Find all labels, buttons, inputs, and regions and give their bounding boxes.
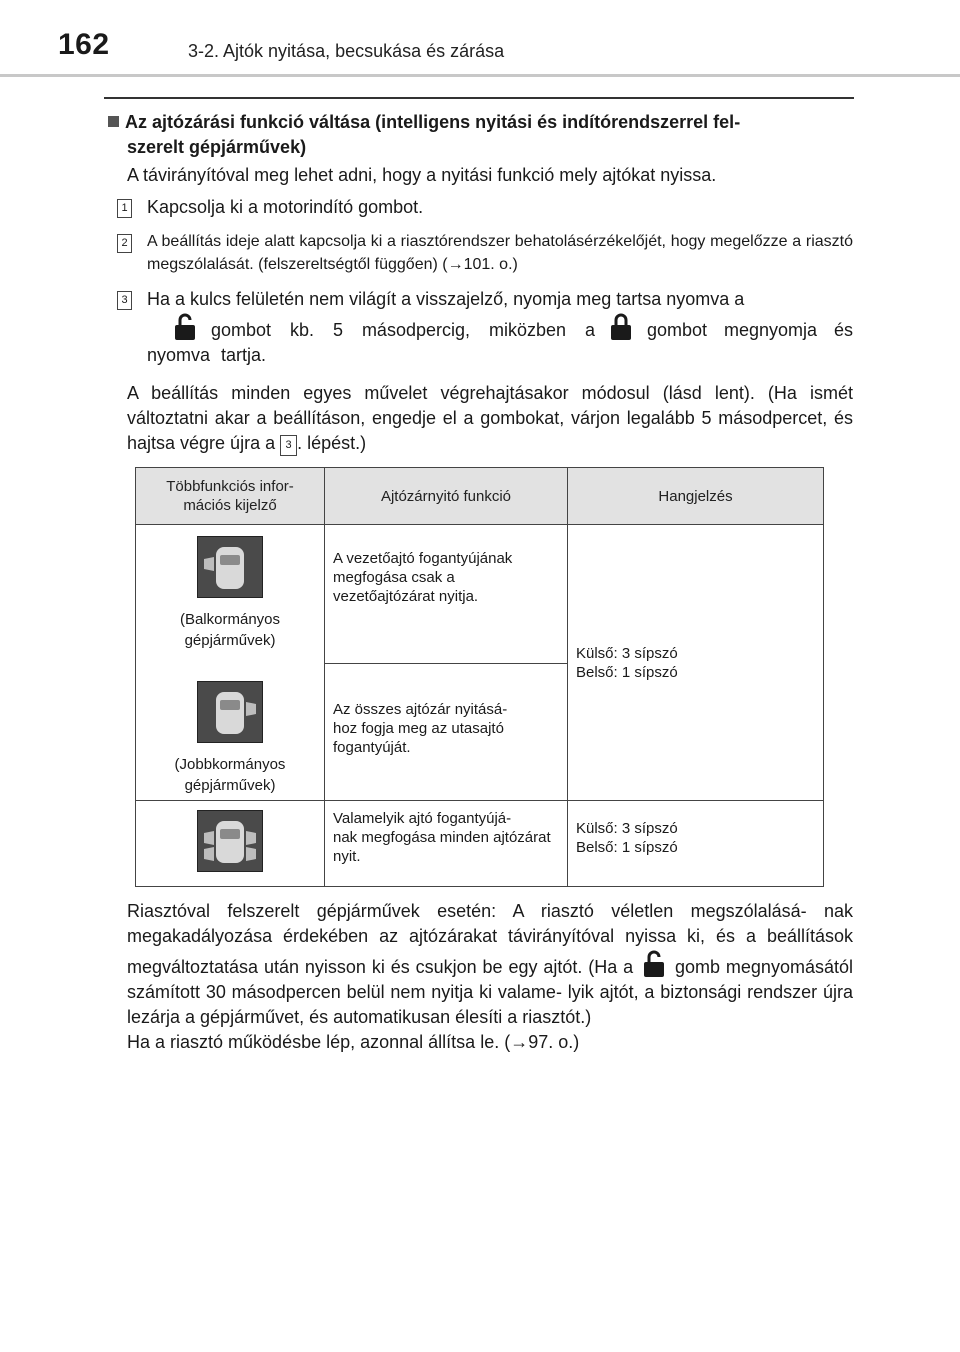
step-1 bbox=[117, 195, 853, 220]
column-header-function: Ajtózárnyitó funkció bbox=[325, 468, 568, 525]
column-header-signal: Hangjelzés bbox=[568, 468, 824, 525]
signal-text: Külső: 3 sípszó Belső: 1 sípszó bbox=[576, 644, 678, 681]
alarm-note bbox=[127, 899, 853, 1055]
section-heading bbox=[108, 110, 852, 160]
unlock-icon bbox=[641, 949, 667, 979]
signal-text: Külső: 3 sípszó Belső: 1 sípszó bbox=[576, 820, 678, 856]
car-display-icon bbox=[197, 810, 263, 872]
column-header-display bbox=[136, 468, 325, 525]
display-cell bbox=[136, 525, 325, 801]
function-cell: A vezetőajtó fogantyújának megfogása csak a vezetőajtózárat nyitja. bbox=[325, 525, 568, 664]
step-reference: 3 bbox=[280, 435, 297, 456]
page-number: 162 bbox=[58, 28, 110, 61]
section-heading-line1: Az ajtózárási funkció váltása (intelligens nyitási és indítórendszerrel fel- bbox=[125, 112, 741, 132]
car-caption: (Balkormányos gépjárművek) bbox=[179, 611, 281, 649]
table-header-row bbox=[136, 468, 824, 525]
step-text: Kapcsolja ki a motorindító gombot. bbox=[147, 197, 424, 217]
step-3-text-b: gombot kb. 5 másodpercig, miközben a bbox=[210, 320, 595, 340]
car-caption: (Jobbkormányos gépjárművek) bbox=[174, 756, 286, 794]
table-row bbox=[136, 525, 824, 664]
signal-cell bbox=[568, 525, 824, 801]
display-cell bbox=[136, 801, 325, 887]
step-number: 3 bbox=[117, 291, 132, 310]
function-cell bbox=[325, 801, 568, 887]
function-cell bbox=[325, 664, 568, 801]
step-number: 1 bbox=[117, 199, 132, 218]
signal-cell bbox=[568, 801, 824, 887]
note-text-a: Riasztóval felszerelt gépjárművek esetén: A riasztó véletlen megszólalásá- nak megakadályozása érdekében az ajtózárakat távirányítóval nyissa ki, és a beállítások megváltoztatása után nyisson ki és csukjon be egy ajtót. (Ha a bbox=[127, 901, 853, 977]
column-header-display-text: Többfunkciós infor- mációs kijelző bbox=[166, 478, 294, 514]
table-row bbox=[136, 801, 824, 887]
note-text-c: Ha a riasztó működésbe lép, azonnal állítsa le. (→97. o.) bbox=[127, 1032, 580, 1052]
step-text: A beállítás ideje alatt kapcsolja ki a riasztórendszer behatolásérzékelőjét, hogy megelőzze a riasztó megszólalását. (felszereltségtől függően) (→101. o.) bbox=[147, 233, 853, 273]
step-3 bbox=[117, 287, 853, 368]
section-heading-line2: szerelt gépjárművek) bbox=[127, 137, 307, 157]
function-text: Az összes ajtózár nyitásá- hoz fogja meg az utasajtó fogantyúját. bbox=[333, 701, 508, 756]
step-2 bbox=[117, 230, 853, 276]
bullet-square-icon bbox=[108, 116, 119, 127]
step-number: 2 bbox=[117, 234, 132, 253]
running-title: 3-2. Ajtók nyitása, becsukása és zárása bbox=[188, 41, 505, 61]
header-divider bbox=[0, 74, 960, 77]
explanation-text-a: A beállítás minden egyes művelet végrehajtásakor módosul (lásd lent). (Ha ismét változtatni akar a beállításon, engedje el a gombokat, várjon legalább 5 másodpercet, és hajtsa végre újra a bbox=[127, 383, 853, 453]
section-divider bbox=[104, 97, 854, 99]
section-intro: A távirányítóval meg lehet adni, hogy a nyitási funkció mely ajtókat nyissa. bbox=[127, 165, 717, 185]
function-text: Valamelyik ajtó fogantyújá- nak megfogása minden ajtózárat nyit. bbox=[333, 810, 551, 865]
step-3-text-c: gombot megnyomja és nyomva tartja. bbox=[147, 320, 854, 365]
unlock-icon bbox=[172, 312, 198, 342]
settings-table bbox=[135, 467, 824, 887]
step-3-text-a: Ha a kulcs felületén nem világít a visszajelző, nyomja meg tartsa nyomva a bbox=[147, 289, 745, 309]
lock-icon bbox=[608, 312, 634, 342]
explanation-text-b: . lépést.) bbox=[297, 433, 367, 453]
explanation-paragraph bbox=[127, 381, 853, 456]
car-display-icon bbox=[197, 536, 263, 598]
car-display-icon bbox=[197, 681, 263, 743]
step-text bbox=[147, 287, 853, 368]
note-text-b: gomb megnyomásától számított 30 másodpercen belül nem nyitja ki valame- lyik ajtót, a biztonsági rendszer újra lezárja a gépjárművet, és automatikusan élesíti a riasztót.) bbox=[127, 957, 853, 1027]
